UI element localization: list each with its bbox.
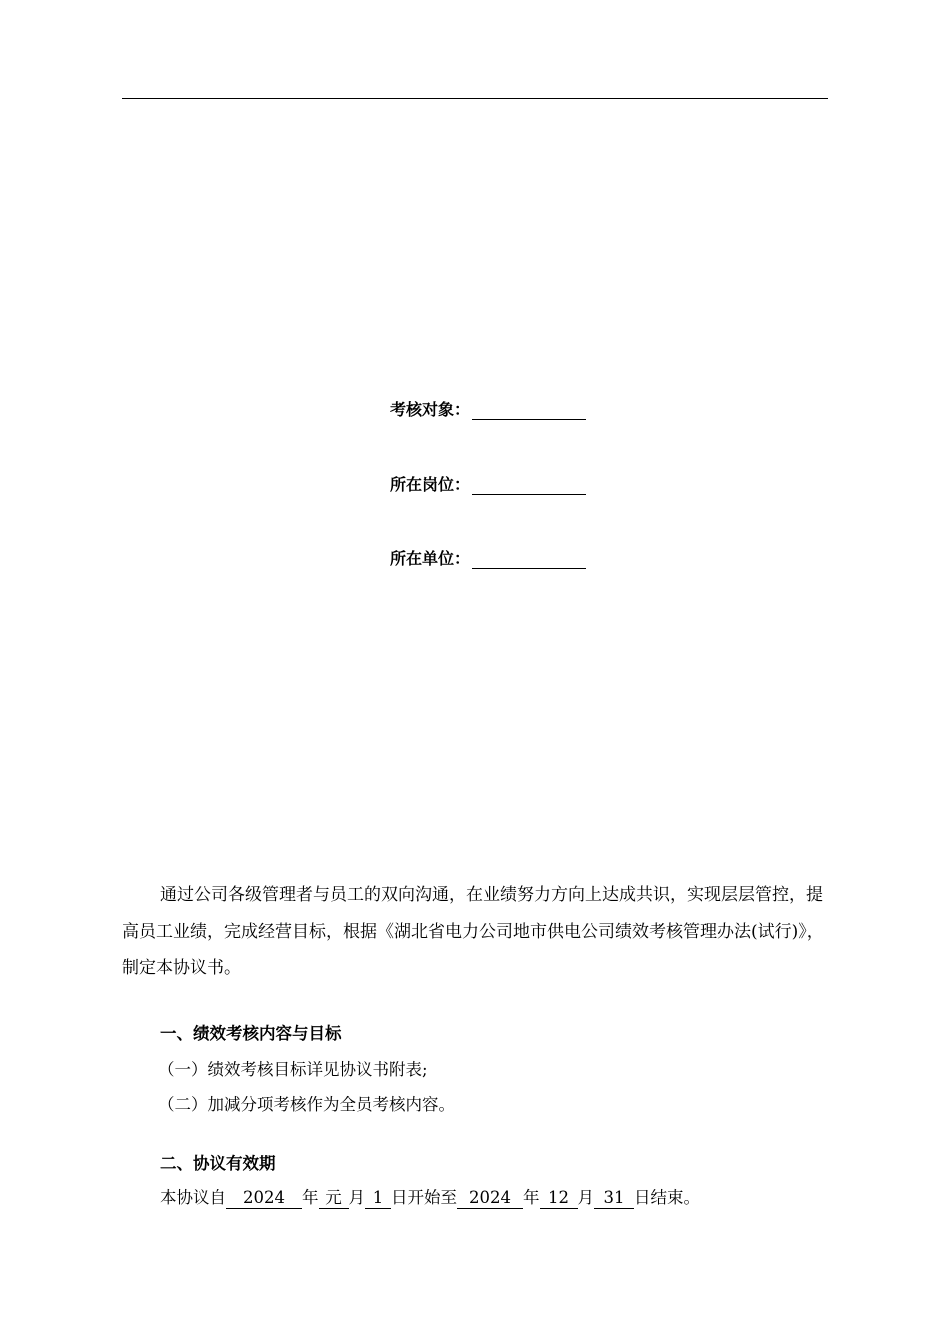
start-year: 2024 <box>226 1188 302 1209</box>
intro-paragraph <box>122 877 828 987</box>
field-position-label: 所在岗位： <box>390 475 471 494</box>
month-label-1: 月 <box>348 1188 365 1207</box>
validity-period <box>160 1184 700 1209</box>
field-position-blank[interactable] <box>472 476 586 495</box>
month-label-2: 月 <box>577 1188 594 1207</box>
section1-item-1: （一）绩效考核目标详见协议书附表; <box>158 1060 428 1079</box>
year-label-1: 年 <box>302 1188 319 1207</box>
start-day-label: 日开始至 <box>391 1188 457 1207</box>
start-month: 元 <box>319 1188 349 1209</box>
intro-text: 通过公司各级管理者与员工的双向沟通，在业绩努力方向上达成共识，实现层层管控，提高员工业绩，完成经营目标，根据《湖北省电力公司地市供电公司绩效考核管理办法(试行)》，制定本协议书。 <box>122 885 824 978</box>
field-assessee <box>390 396 586 420</box>
header-rule <box>122 98 828 99</box>
end-month: 12 <box>540 1188 578 1209</box>
end-year: 2024 <box>457 1188 523 1209</box>
period-prefix: 本协议自 <box>160 1188 226 1207</box>
section2-title: 二、协议有效期 <box>160 1154 276 1173</box>
field-unit <box>390 545 586 569</box>
field-assessee-label: 考核对象： <box>390 400 471 419</box>
section1-item-2: （二）加减分项考核作为全员考核内容。 <box>158 1095 455 1114</box>
start-day: 1 <box>365 1188 391 1209</box>
field-unit-label: 所在单位： <box>390 549 471 568</box>
field-position <box>390 471 586 495</box>
end-day-label: 日结束。 <box>634 1188 700 1207</box>
section1-title: 一、绩效考核内容与目标 <box>160 1024 342 1043</box>
year-label-2: 年 <box>523 1188 540 1207</box>
field-unit-blank[interactable] <box>472 550 586 569</box>
field-assessee-blank[interactable] <box>472 401 586 420</box>
end-day: 31 <box>594 1188 634 1209</box>
